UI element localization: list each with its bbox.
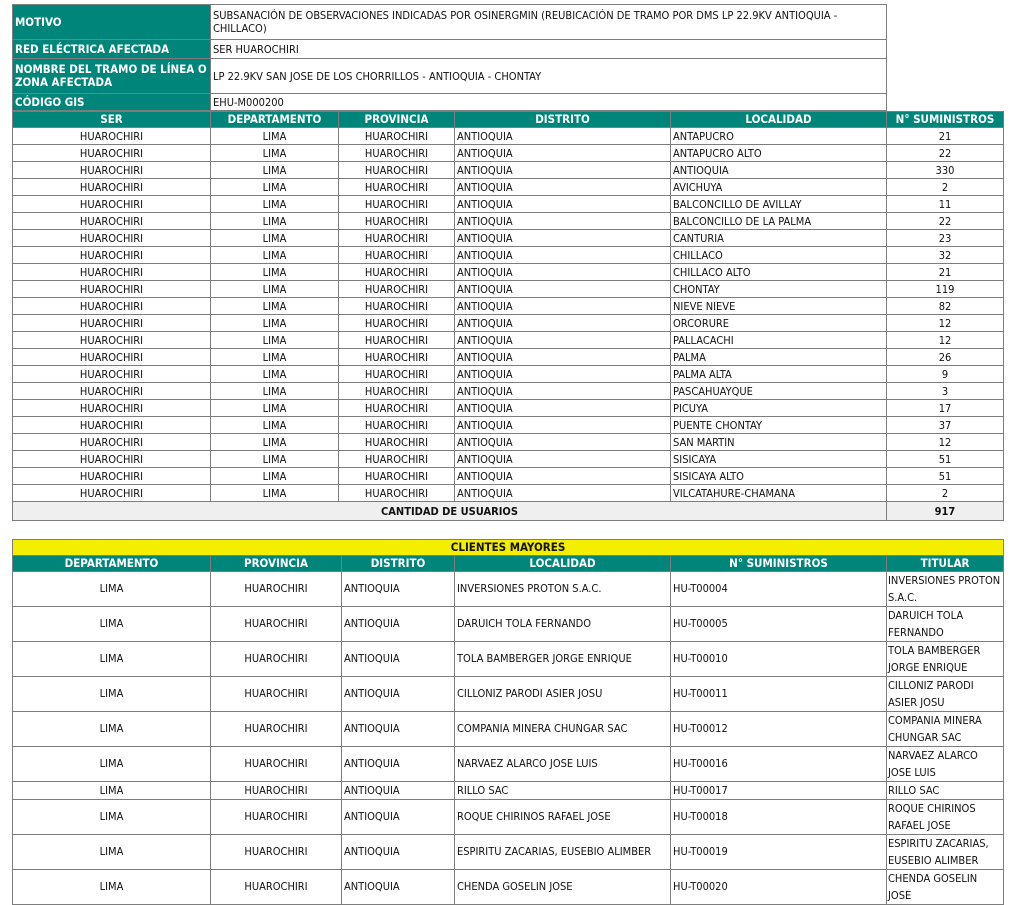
- suministros-cell: 21: [887, 264, 1004, 281]
- localidad-cell: PASCAHUAYQUE: [671, 383, 887, 400]
- distrito-cell: ANTIOQUIA: [342, 607, 455, 642]
- provincia-cell: HUAROCHIRI: [339, 349, 455, 366]
- localidad-cell: CHENDA GOSELIN JOSE: [455, 870, 671, 905]
- table-row: [13, 298, 1004, 315]
- localidad-cell: PALLACACHI: [671, 332, 887, 349]
- titular-cell: TOLA BAMBERGER JORGE ENRIQUE: [887, 642, 1004, 677]
- col-header-distrito: DISTRITO: [342, 556, 455, 572]
- suministros-cell: HU-T00017: [671, 782, 887, 800]
- table-row: [13, 434, 1004, 451]
- col-header-departamento: DEPARTAMENTO: [211, 112, 339, 128]
- localidad-cell: COMPANIA MINERA CHUNGAR SAC: [455, 712, 671, 747]
- provincia-cell: HUAROCHIRI: [339, 298, 455, 315]
- departamento-cell: LIMA: [13, 835, 211, 870]
- distrito-cell: ANTIOQUIA: [455, 196, 671, 213]
- table-row: [13, 179, 1004, 196]
- localidad-cell: INVERSIONES PROTON S.A.C.: [455, 572, 671, 607]
- table-row: [13, 417, 1004, 434]
- provincia-cell: HUAROCHIRI: [339, 332, 455, 349]
- titular-cell: RILLO SAC: [887, 782, 1004, 800]
- distrito-cell: ANTIOQUIA: [342, 747, 455, 782]
- provincia-cell: HUAROCHIRI: [211, 870, 342, 905]
- departamento-cell: LIMA: [211, 128, 339, 145]
- provincia-cell: HUAROCHIRI: [339, 468, 455, 485]
- suministros-cell: HU-T00020: [671, 870, 887, 905]
- ser-cell: HUAROCHIRI: [13, 247, 211, 264]
- distrito-cell: ANTIOQUIA: [455, 383, 671, 400]
- departamento-cell: LIMA: [211, 400, 339, 417]
- ser-cell: HUAROCHIRI: [13, 281, 211, 298]
- titular-cell: NARVAEZ ALARCO JOSE LUIS: [887, 747, 1004, 782]
- motivo-value: SUBSANACIÓN DE OBSERVACIONES INDICADAS POR OSINERGMIN (REUBICACIÓN DE TRAMO POR DMS LP 22.9KV ANTIOQUIA - CHILLACO): [211, 5, 887, 40]
- provincia-cell: HUAROCHIRI: [339, 485, 455, 502]
- distrito-cell: ANTIOQUIA: [342, 642, 455, 677]
- ser-cell: HUAROCHIRI: [13, 366, 211, 383]
- localidad-cell: NARVAEZ ALARCO JOSE LUIS: [455, 747, 671, 782]
- col-header-distrito: DISTRITO: [455, 112, 671, 128]
- departamento-cell: LIMA: [211, 179, 339, 196]
- total-label: CANTIDAD DE USUARIOS: [13, 502, 887, 521]
- distrito-cell: ANTIOQUIA: [455, 179, 671, 196]
- table-row: [13, 870, 1004, 905]
- distrito-cell: ANTIOQUIA: [455, 400, 671, 417]
- localidad-cell: PALMA: [671, 349, 887, 366]
- provincia-cell: HUAROCHIRI: [211, 800, 342, 835]
- provincia-cell: HUAROCHIRI: [339, 383, 455, 400]
- distrito-cell: ANTIOQUIA: [455, 213, 671, 230]
- suministros-cell: 51: [887, 451, 1004, 468]
- table-row: [13, 128, 1004, 145]
- localidad-cell: AVICHUYA: [671, 179, 887, 196]
- departamento-cell: LIMA: [211, 485, 339, 502]
- distrito-cell: ANTIOQUIA: [455, 230, 671, 247]
- localidad-cell: CANTURIA: [671, 230, 887, 247]
- distrito-cell: ANTIOQUIA: [455, 315, 671, 332]
- suministros-cell: 119: [887, 281, 1004, 298]
- table-row: [13, 747, 1004, 782]
- distrito-cell: ANTIOQUIA: [455, 417, 671, 434]
- ser-cell: HUAROCHIRI: [13, 468, 211, 485]
- table-row: [13, 677, 1004, 712]
- table-row: [13, 835, 1004, 870]
- distrito-cell: ANTIOQUIA: [455, 264, 671, 281]
- suministros-cell: 3: [887, 383, 1004, 400]
- localidad-cell: DARUICH TOLA FERNANDO: [455, 607, 671, 642]
- ser-cell: HUAROCHIRI: [13, 213, 211, 230]
- table-row: [13, 383, 1004, 400]
- localidad-cell: VILCATAHURE-CHAMANA: [671, 485, 887, 502]
- localidad-cell: RILLO SAC: [455, 782, 671, 800]
- provincia-cell: HUAROCHIRI: [211, 677, 342, 712]
- table-row: [13, 281, 1004, 298]
- col-header-localidad: LOCALIDAD: [671, 112, 887, 128]
- table-row: [13, 230, 1004, 247]
- suministros-cell: 11: [887, 196, 1004, 213]
- departamento-cell: LIMA: [211, 383, 339, 400]
- distrito-cell: ANTIOQUIA: [455, 451, 671, 468]
- localidad-cell: SAN MARTIN: [671, 434, 887, 451]
- motivo-label: MOTIVO: [13, 5, 211, 40]
- suministros-cell: 330: [887, 162, 1004, 179]
- suministros-cell: HU-T00010: [671, 642, 887, 677]
- col-header-titular: TITULAR: [887, 556, 1004, 572]
- departamento-cell: LIMA: [211, 298, 339, 315]
- localidad-cell: SISICAYA ALTO: [671, 468, 887, 485]
- ser-cell: HUAROCHIRI: [13, 162, 211, 179]
- distrito-cell: ANTIOQUIA: [455, 281, 671, 298]
- localidad-cell: ANTAPUCRO: [671, 128, 887, 145]
- suministros-cell: 23: [887, 230, 1004, 247]
- table-row: [13, 800, 1004, 835]
- info-table: [12, 4, 887, 111]
- departamento-cell: LIMA: [211, 213, 339, 230]
- provincia-cell: HUAROCHIRI: [339, 417, 455, 434]
- provincia-cell: HUAROCHIRI: [339, 400, 455, 417]
- departamento-cell: LIMA: [211, 230, 339, 247]
- localidad-cell: CILLONIZ PARODI ASIER JOSU: [455, 677, 671, 712]
- provincia-cell: HUAROCHIRI: [339, 247, 455, 264]
- distrito-cell: ANTIOQUIA: [455, 434, 671, 451]
- table-row: [13, 782, 1004, 800]
- localidad-cell: CHILLACO ALTO: [671, 264, 887, 281]
- distrito-cell: ANTIOQUIA: [342, 782, 455, 800]
- distrito-cell: ANTIOQUIA: [342, 572, 455, 607]
- suministros-cell: HU-T00005: [671, 607, 887, 642]
- ser-cell: HUAROCHIRI: [13, 485, 211, 502]
- col-header-suministros: N° SUMINISTROS: [887, 112, 1004, 128]
- distrito-cell: ANTIOQUIA: [455, 298, 671, 315]
- col-header-localidad: LOCALIDAD: [455, 556, 671, 572]
- suministros-cell: 9: [887, 366, 1004, 383]
- localidad-cell: BALCONCILLO DE AVILLAY: [671, 196, 887, 213]
- tramo-value: LP 22.9KV SAN JOSE DE LOS CHORRILLOS - ANTIOQUIA - CHONTAY: [211, 59, 887, 94]
- suministros-cell: 17: [887, 400, 1004, 417]
- departamento-cell: LIMA: [211, 349, 339, 366]
- table-row: [13, 145, 1004, 162]
- ser-cell: HUAROCHIRI: [13, 434, 211, 451]
- table-row: [13, 162, 1004, 179]
- tramo-label: NOMBRE DEL TRAMO DE LÍNEA O ZONA AFECTADA: [13, 59, 211, 94]
- ser-cell: HUAROCHIRI: [13, 451, 211, 468]
- suministros-cell: HU-T00004: [671, 572, 887, 607]
- localidad-cell: ANTAPUCRO ALTO: [671, 145, 887, 162]
- departamento-cell: LIMA: [211, 332, 339, 349]
- distrito-cell: ANTIOQUIA: [455, 247, 671, 264]
- table-row: [13, 400, 1004, 417]
- suministros-cell: 12: [887, 332, 1004, 349]
- suministros-cell: 12: [887, 315, 1004, 332]
- provincia-cell: HUAROCHIRI: [339, 230, 455, 247]
- suministros-cell: HU-T00018: [671, 800, 887, 835]
- provincia-cell: HUAROCHIRI: [339, 451, 455, 468]
- table-row: [13, 315, 1004, 332]
- suministros-cell: 2: [887, 179, 1004, 196]
- distrito-cell: ANTIOQUIA: [342, 870, 455, 905]
- departamento-cell: LIMA: [211, 434, 339, 451]
- departamento-cell: LIMA: [13, 607, 211, 642]
- suministros-cell: HU-T00019: [671, 835, 887, 870]
- departamento-cell: LIMA: [211, 281, 339, 298]
- provincia-cell: HUAROCHIRI: [211, 782, 342, 800]
- table-row: [13, 485, 1004, 502]
- distrito-cell: ANTIOQUIA: [455, 332, 671, 349]
- suministros-cell: 32: [887, 247, 1004, 264]
- provincia-cell: HUAROCHIRI: [339, 315, 455, 332]
- table-row: [13, 247, 1004, 264]
- ser-cell: HUAROCHIRI: [13, 332, 211, 349]
- table-row: [13, 607, 1004, 642]
- table-row: [13, 468, 1004, 485]
- titular-cell: ROQUE CHIRINOS RAFAEL JOSE: [887, 800, 1004, 835]
- col-header-ser: SER: [13, 112, 211, 128]
- departamento-cell: LIMA: [211, 264, 339, 281]
- suministros-cell: 2: [887, 485, 1004, 502]
- departamento-cell: LIMA: [211, 145, 339, 162]
- provincia-cell: HUAROCHIRI: [339, 264, 455, 281]
- col-header-provincia: PROVINCIA: [211, 556, 342, 572]
- localidad-cell: NIEVE NIEVE: [671, 298, 887, 315]
- distrito-cell: ANTIOQUIA: [342, 677, 455, 712]
- usuarios-table: [12, 111, 1004, 521]
- titular-cell: CILLONIZ PARODI ASIER JOSU: [887, 677, 1004, 712]
- clientes-mayores-table: [12, 539, 1004, 905]
- col-header-suministros: N° SUMINISTROS: [671, 556, 887, 572]
- titular-cell: CHENDA GOSELIN JOSE: [887, 870, 1004, 905]
- titular-cell: ESPIRITU ZACARIAS, EUSEBIO ALIMBER: [887, 835, 1004, 870]
- departamento-cell: LIMA: [211, 468, 339, 485]
- distrito-cell: ANTIOQUIA: [455, 366, 671, 383]
- suministros-cell: 26: [887, 349, 1004, 366]
- ser-cell: HUAROCHIRI: [13, 230, 211, 247]
- departamento-cell: LIMA: [13, 747, 211, 782]
- departamento-cell: LIMA: [211, 247, 339, 264]
- localidad-cell: TOLA BAMBERGER JORGE ENRIQUE: [455, 642, 671, 677]
- suministros-cell: 82: [887, 298, 1004, 315]
- distrito-cell: ANTIOQUIA: [342, 800, 455, 835]
- ser-cell: HUAROCHIRI: [13, 315, 211, 332]
- table-row: [13, 451, 1004, 468]
- distrito-cell: ANTIOQUIA: [455, 468, 671, 485]
- red-value: SER HUAROCHIRI: [211, 40, 887, 59]
- provincia-cell: HUAROCHIRI: [339, 196, 455, 213]
- ser-cell: HUAROCHIRI: [13, 417, 211, 434]
- localidad-cell: ROQUE CHIRINOS RAFAEL JOSE: [455, 800, 671, 835]
- provincia-cell: HUAROCHIRI: [339, 434, 455, 451]
- provincia-cell: HUAROCHIRI: [211, 572, 342, 607]
- suministros-cell: HU-T00011: [671, 677, 887, 712]
- provincia-cell: HUAROCHIRI: [211, 747, 342, 782]
- departamento-cell: LIMA: [13, 870, 211, 905]
- distrito-cell: ANTIOQUIA: [342, 712, 455, 747]
- distrito-cell: ANTIOQUIA: [455, 485, 671, 502]
- departamento-cell: LIMA: [211, 196, 339, 213]
- departamento-cell: LIMA: [13, 800, 211, 835]
- provincia-cell: HUAROCHIRI: [339, 162, 455, 179]
- titular-cell: DARUICH TOLA FERNANDO: [887, 607, 1004, 642]
- suministros-cell: HU-T00012: [671, 712, 887, 747]
- suministros-cell: 37: [887, 417, 1004, 434]
- localidad-cell: SISICAYA: [671, 451, 887, 468]
- gis-label: CÓDIGO GIS: [13, 94, 211, 111]
- distrito-cell: ANTIOQUIA: [342, 835, 455, 870]
- provincia-cell: HUAROCHIRI: [339, 281, 455, 298]
- provincia-cell: HUAROCHIRI: [211, 712, 342, 747]
- localidad-cell: CHILLACO: [671, 247, 887, 264]
- ser-cell: HUAROCHIRI: [13, 400, 211, 417]
- distrito-cell: ANTIOQUIA: [455, 349, 671, 366]
- provincia-cell: HUAROCHIRI: [211, 835, 342, 870]
- distrito-cell: ANTIOQUIA: [455, 162, 671, 179]
- provincia-cell: HUAROCHIRI: [339, 366, 455, 383]
- table-row: [13, 712, 1004, 747]
- clientes-mayores-title: CLIENTES MAYORES: [13, 540, 1004, 556]
- col-header-departamento: DEPARTAMENTO: [13, 556, 211, 572]
- provincia-cell: HUAROCHIRI: [211, 642, 342, 677]
- departamento-cell: LIMA: [13, 782, 211, 800]
- ser-cell: HUAROCHIRI: [13, 349, 211, 366]
- ser-cell: HUAROCHIRI: [13, 179, 211, 196]
- ser-cell: HUAROCHIRI: [13, 383, 211, 400]
- localidad-cell: PALMA ALTA: [671, 366, 887, 383]
- departamento-cell: LIMA: [211, 451, 339, 468]
- table-row: [13, 213, 1004, 230]
- titular-cell: INVERSIONES PROTON S.A.C.: [887, 572, 1004, 607]
- provincia-cell: HUAROCHIRI: [339, 213, 455, 230]
- departamento-cell: LIMA: [13, 677, 211, 712]
- ser-cell: HUAROCHIRI: [13, 196, 211, 213]
- localidad-cell: BALCONCILLO DE LA PALMA: [671, 213, 887, 230]
- gis-value: EHU-M000200: [211, 94, 887, 111]
- departamento-cell: LIMA: [13, 642, 211, 677]
- suministros-cell: 51: [887, 468, 1004, 485]
- ser-cell: HUAROCHIRI: [13, 298, 211, 315]
- departamento-cell: LIMA: [13, 572, 211, 607]
- localidad-cell: PICUYA: [671, 400, 887, 417]
- localidad-cell: ORCORURE: [671, 315, 887, 332]
- suministros-cell: 21: [887, 128, 1004, 145]
- ser-cell: HUAROCHIRI: [13, 145, 211, 162]
- localidad-cell: ESPIRITU ZACARIAS, EUSEBIO ALIMBER: [455, 835, 671, 870]
- departamento-cell: LIMA: [211, 366, 339, 383]
- localidad-cell: CHONTAY: [671, 281, 887, 298]
- provincia-cell: HUAROCHIRI: [339, 128, 455, 145]
- departamento-cell: LIMA: [211, 315, 339, 332]
- provincia-cell: HUAROCHIRI: [339, 179, 455, 196]
- col-header-provincia: PROVINCIA: [339, 112, 455, 128]
- table-row: [13, 349, 1004, 366]
- distrito-cell: ANTIOQUIA: [455, 128, 671, 145]
- titular-cell: COMPANIA MINERA CHUNGAR SAC: [887, 712, 1004, 747]
- total-value: 917: [887, 502, 1004, 521]
- suministros-cell: 22: [887, 145, 1004, 162]
- ser-cell: HUAROCHIRI: [13, 128, 211, 145]
- table-row: [13, 332, 1004, 349]
- localidad-cell: PUENTE CHONTAY: [671, 417, 887, 434]
- table-row: [13, 366, 1004, 383]
- table-row: [13, 196, 1004, 213]
- suministros-cell: 12: [887, 434, 1004, 451]
- red-label: RED ELÉCTRICA AFECTADA: [13, 40, 211, 59]
- provincia-cell: HUAROCHIRI: [211, 607, 342, 642]
- departamento-cell: LIMA: [211, 417, 339, 434]
- provincia-cell: HUAROCHIRI: [339, 145, 455, 162]
- ser-cell: HUAROCHIRI: [13, 264, 211, 281]
- departamento-cell: LIMA: [13, 712, 211, 747]
- table-row: [13, 572, 1004, 607]
- table-row: [13, 264, 1004, 281]
- departamento-cell: LIMA: [211, 162, 339, 179]
- table-row: [13, 642, 1004, 677]
- distrito-cell: ANTIOQUIA: [455, 145, 671, 162]
- localidad-cell: ANTIOQUIA: [671, 162, 887, 179]
- suministros-cell: HU-T00016: [671, 747, 887, 782]
- suministros-cell: 22: [887, 213, 1004, 230]
